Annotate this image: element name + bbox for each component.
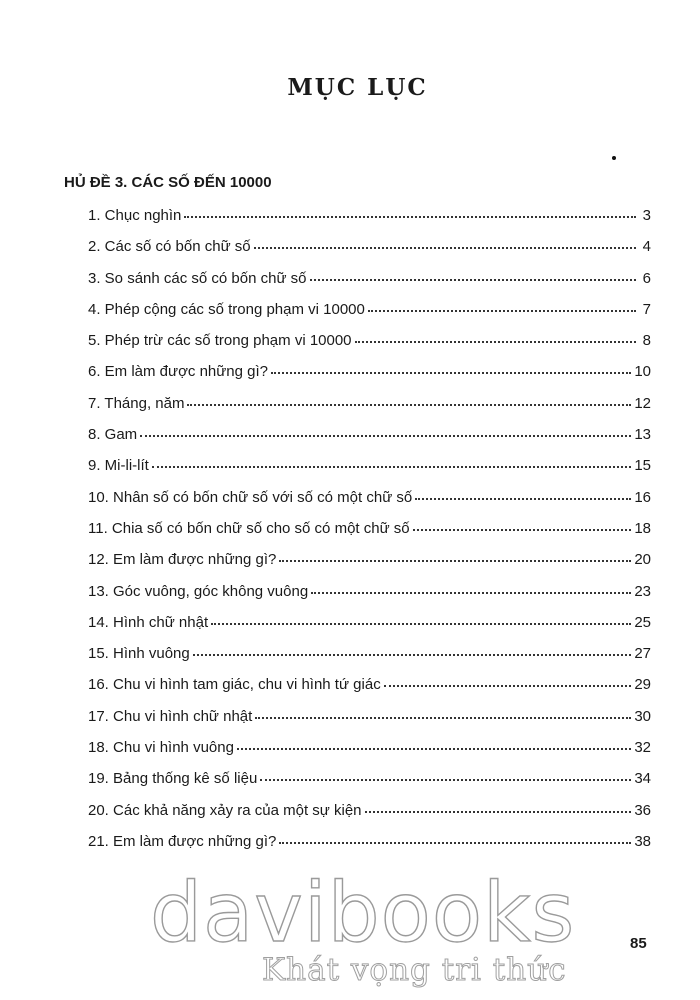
toc-entry-label: 18. Chu vi hình vuông [88, 739, 234, 757]
toc-entry-page: 30 [634, 707, 651, 725]
dot-leader [413, 528, 632, 531]
table-of-contents [88, 200, 651, 857]
dot-leader [415, 497, 631, 500]
toc-entry [88, 763, 651, 794]
toc-entry [88, 732, 651, 763]
toc-entry-label: 4. Phép cộng các số trong phạm vi 10000 [88, 300, 365, 318]
dot-leader [254, 246, 636, 249]
toc-entry-label: 2. Các số có bốn chữ số [88, 238, 251, 256]
toc-entry-page: 25 [634, 613, 651, 631]
toc-entry [88, 388, 651, 419]
dot-leader [279, 559, 631, 562]
toc-entry-page: 3 [642, 207, 651, 224]
dot-leader [152, 465, 631, 468]
toc-entry [88, 231, 651, 262]
toc-entry [88, 544, 651, 575]
toc-entry [88, 826, 651, 857]
toc-entry-page: 4 [642, 238, 651, 256]
dot-leader [271, 371, 631, 374]
toc-entry-page: 6 [642, 269, 651, 287]
toc-entry [88, 356, 651, 387]
toc-entry [88, 576, 651, 607]
toc-entry [88, 513, 651, 544]
dot-leader [237, 747, 631, 750]
toc-entry-label: 14. Hình chữ nhật [88, 613, 209, 631]
toc-entry [88, 795, 651, 826]
toc-entry-label: 16. Chu vi hình tam giác, chu vi hình tứ giác [88, 676, 381, 694]
toc-entry [88, 701, 651, 732]
toc-entry-page: 23 [634, 582, 651, 600]
dot-leader [365, 810, 632, 813]
toc-entry [88, 294, 651, 325]
toc-entry-label: 17. Chu vi hình chữ nhật [88, 707, 253, 725]
toc-entry-label: 5. Phép trừ các số trong phạm vi 10000 [88, 332, 352, 350]
dot-leader [211, 622, 631, 625]
toc-entry-page: 12 [634, 394, 651, 412]
toc-entry-page: 7 [642, 300, 651, 318]
toc-entry-label: 3. So sánh các số có bốn chữ số [88, 269, 307, 287]
toc-entry [88, 638, 651, 669]
toc-entry-label: 19. Bảng thống kê số liệu [88, 770, 258, 788]
toc-entry [88, 263, 651, 294]
toc-entry [88, 607, 651, 638]
dot-leader [193, 653, 632, 656]
toc-entry-label: 10. Nhân số có bốn chữ số với số có một chữ số [88, 488, 413, 506]
dot-leader [279, 841, 631, 844]
toc-entry-label: 20. Các khả năng xảy ra của một sự kiện [88, 801, 362, 819]
toc-entry-page: 10 [634, 363, 651, 381]
dot-leader [184, 215, 636, 218]
dot-leader [311, 591, 631, 594]
toc-entry [88, 669, 651, 700]
toc-entry-page: 36 [634, 801, 651, 819]
toc-entry-label: 15. Hình vuông [88, 645, 190, 663]
watermark-brand: davibooks [150, 866, 576, 961]
dot-leader [310, 278, 636, 281]
toc-entry-label: 8. Gam [88, 426, 138, 444]
dot-leader [355, 340, 636, 343]
toc-entry [88, 450, 651, 481]
toc-entry-page: 32 [634, 739, 651, 757]
dot-leader [368, 309, 636, 312]
toc-entry [88, 200, 651, 231]
page-number: 85 [630, 935, 647, 952]
toc-entry-page: 15 [634, 457, 651, 475]
toc-entry-page: 34 [634, 770, 651, 788]
toc-entry-label: 11. Chia số có bốn chữ số cho số có một chữ số [88, 519, 410, 537]
toc-entry-label: 1. Chục nghìn [88, 207, 182, 224]
dot-leader [255, 716, 631, 719]
toc-entry [88, 482, 651, 513]
dot-leader [187, 403, 631, 406]
toc-entry-label: 12. Em làm được những gì? [88, 551, 277, 569]
page-title: MỤC LỤC [287, 74, 428, 101]
toc-entry-page: 29 [634, 676, 651, 694]
watermark-slogan: Khát vọng tri thức [262, 952, 567, 988]
toc-entry-page: 16 [634, 488, 651, 506]
toc-entry-page: 38 [634, 832, 651, 850]
toc-entry-label: 13. Góc vuông, góc không vuông [88, 582, 309, 600]
toc-entry-page: 13 [634, 426, 651, 444]
toc-entry-label: 6. Em làm được những gì? [88, 363, 268, 381]
section-heading: HỦ ĐỀ 3. CÁC SỐ ĐẾN 10000 [64, 174, 272, 191]
toc-entry-label: 7. Tháng, năm [88, 394, 185, 412]
dot-leader [260, 778, 631, 781]
dot-leader [384, 684, 632, 687]
toc-entry [88, 419, 651, 450]
toc-entry-page: 27 [634, 645, 651, 663]
toc-entry [88, 325, 651, 356]
toc-entry-label: 21. Em làm được những gì? [88, 832, 277, 850]
toc-entry-page: 20 [634, 551, 651, 569]
toc-entry-page: 18 [634, 519, 651, 537]
dot-leader [140, 434, 631, 437]
stray-dot [612, 156, 616, 160]
toc-entry-page: 8 [642, 332, 651, 350]
toc-entry-label: 9. Mi-li-lít [88, 457, 149, 475]
